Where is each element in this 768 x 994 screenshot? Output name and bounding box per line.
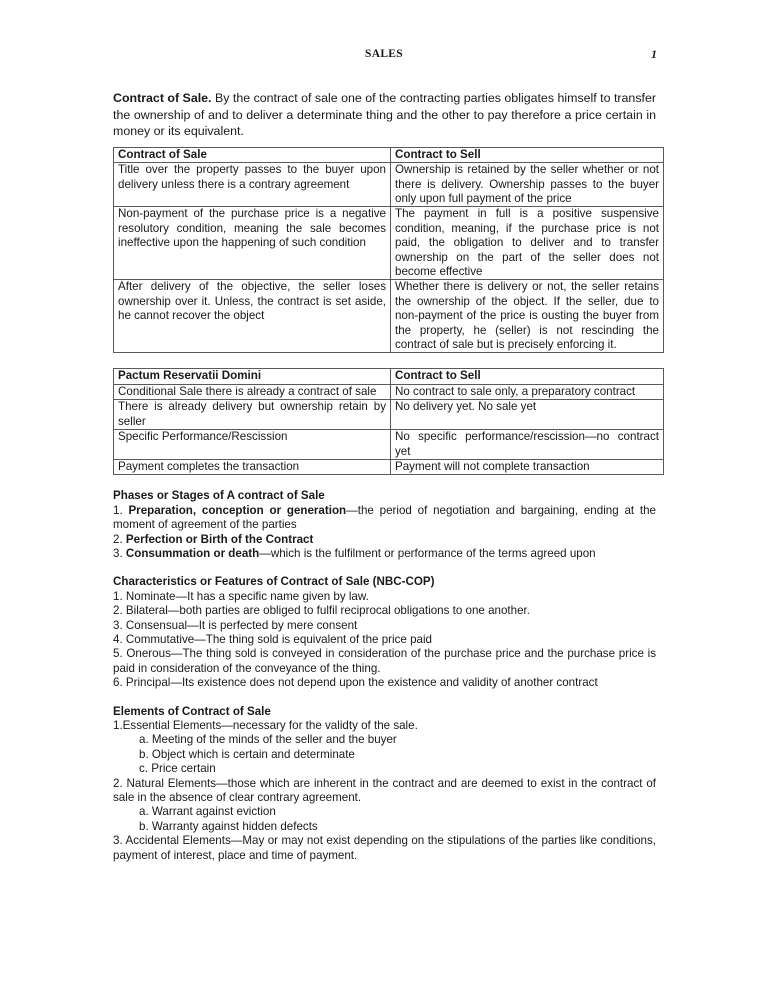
item-term: Preparation, conception or generation bbox=[128, 503, 347, 517]
column-header: Contract to Sell bbox=[391, 147, 664, 162]
intro-paragraph bbox=[113, 90, 656, 140]
item-number: 3. bbox=[113, 546, 126, 560]
table-cell: No contract to sale only, a preparatory contract bbox=[391, 384, 664, 399]
table-cell: Conditional Sale there is already a contract of sale bbox=[114, 384, 391, 399]
characteristics-section bbox=[113, 575, 656, 690]
elements-section bbox=[113, 705, 656, 863]
item-number: 2. bbox=[113, 532, 126, 546]
list-item: 2. Natural Elements—those which are inherent in the contract and are deemed to exist in the contract of sale in the absence of clear contrary agreement. bbox=[113, 776, 656, 805]
page-content bbox=[113, 90, 659, 863]
sub-list-item: b. Warranty against hidden defects bbox=[139, 819, 318, 833]
list-item bbox=[113, 504, 656, 533]
table-row bbox=[114, 207, 664, 280]
table-cell: No delivery yet. No sale yet bbox=[391, 400, 664, 430]
sub-list-item: c. Price certain bbox=[139, 762, 216, 776]
table-cell: Title over the property passes to the buyer upon delivery unless there is a contrary agreement bbox=[114, 163, 391, 207]
section-heading: Characteristics or Features of Contract of Sale (NBC-COP) bbox=[113, 575, 435, 589]
table-cell: Non-payment of the purchase price is a negative resolutory condition, meaning the sale becomes ineffective upon the happening of such condition bbox=[114, 207, 391, 280]
running-header-title: SALES bbox=[365, 48, 403, 60]
table-row bbox=[114, 400, 664, 430]
section-heading: Elements of Contract of Sale bbox=[113, 704, 271, 718]
sub-list-item: b. Object which is certain and determinate bbox=[139, 747, 355, 761]
phases-section bbox=[113, 489, 656, 561]
list-item: 6. Principal—Its existence does not depend upon the existence and validity of another contract bbox=[113, 676, 598, 690]
table-row bbox=[114, 163, 664, 207]
table-cell: Whether there is delivery or not, the seller retains the ownership of the object. If the seller, due to non-payment of the price is ousting the buyer from the property, he (seller) is not rescinding the contract of sale but is precisely enforcing it. bbox=[391, 280, 664, 353]
page-number: 1 bbox=[651, 47, 657, 61]
table-header-row bbox=[114, 369, 664, 384]
table-header-row bbox=[114, 147, 664, 162]
sub-list-item: a. Meeting of the minds of the seller and the buyer bbox=[139, 733, 397, 747]
item-text: —the period of negotiation and bargaining, ending at the moment of agreement of the parties bbox=[113, 503, 657, 532]
table-cell: No specific performance/rescission—no contract yet bbox=[391, 430, 664, 460]
pactum-reservatii-domini-table bbox=[113, 368, 664, 475]
table-row bbox=[114, 459, 664, 474]
intro-text: By the contract of sale one of the contracting parties obligates himself to transfer the ownership of and to deliver a determinate thing and the other to pay therefore a price certain in money or its equivalent. bbox=[113, 91, 656, 139]
list-item bbox=[113, 547, 656, 561]
column-header: Pactum Reservatii Domini bbox=[114, 369, 391, 384]
table-cell: After delivery of the objective, the seller loses ownership over it. Unless, the contract is set aside, he cannot recover the object bbox=[114, 280, 391, 353]
item-text: —which is the fulfilment or performance of the terms agreed upon bbox=[259, 546, 596, 560]
section-heading: Phases or Stages of A contract of Sale bbox=[113, 489, 325, 503]
list-item: 5. Onerous—The thing sold is conveyed in consideration of the purchase price and the purchase price is paid in consideration of the conveyance of the thing. bbox=[113, 647, 656, 675]
table-row bbox=[114, 430, 664, 460]
table-cell: Specific Performance/Rescission bbox=[114, 430, 391, 460]
item-term: Consummation or death bbox=[125, 546, 260, 560]
item-number: 1. bbox=[113, 503, 129, 517]
contract-of-sale-vs-contract-to-sell-table bbox=[113, 147, 664, 354]
list-item: 1. Nominate—It has a specific name given by law. bbox=[113, 589, 369, 603]
sub-list-item: a. Warrant against eviction bbox=[139, 805, 276, 819]
list-item: 4. Commutative—The thing sold is equivalent of the price paid bbox=[113, 632, 432, 646]
table-row bbox=[114, 280, 664, 353]
table-cell: There is already delivery but ownership retain by seller bbox=[114, 400, 391, 430]
column-header: Contract of Sale bbox=[114, 147, 391, 162]
list-item: 3. Accidental Elements—May or may not exist depending on the stipulations of the parties like conditions, payment of interest, place and time of payment. bbox=[113, 834, 656, 862]
item-term: Perfection or Birth of the Contract bbox=[125, 532, 314, 546]
table-cell: Payment completes the transaction bbox=[114, 459, 391, 474]
table-cell: Ownership is retained by the seller whether or not there is delivery. Ownership passes to the buyer only upon full payment of the price bbox=[391, 163, 664, 207]
table-cell: Payment will not complete transaction bbox=[391, 459, 664, 474]
list-item: 2. Bilateral—both parties are obliged to fulfil reciprocal obligations to one another. bbox=[113, 604, 530, 618]
column-header: Contract to Sell bbox=[391, 369, 664, 384]
list-item: 3. Consensual—It is perfected by mere consent bbox=[113, 618, 358, 632]
table-cell: The payment in full is a positive suspensive condition, meaning, if the purchase price is not paid, the obligation to deliver and to transfer ownership on the part of the seller does not become effective bbox=[391, 207, 664, 280]
table-row bbox=[114, 384, 664, 399]
intro-term: Contract of Sale. bbox=[113, 91, 212, 105]
list-item bbox=[113, 533, 656, 547]
list-item: 1.Essential Elements—necessary for the validty of the sale. bbox=[113, 719, 418, 732]
